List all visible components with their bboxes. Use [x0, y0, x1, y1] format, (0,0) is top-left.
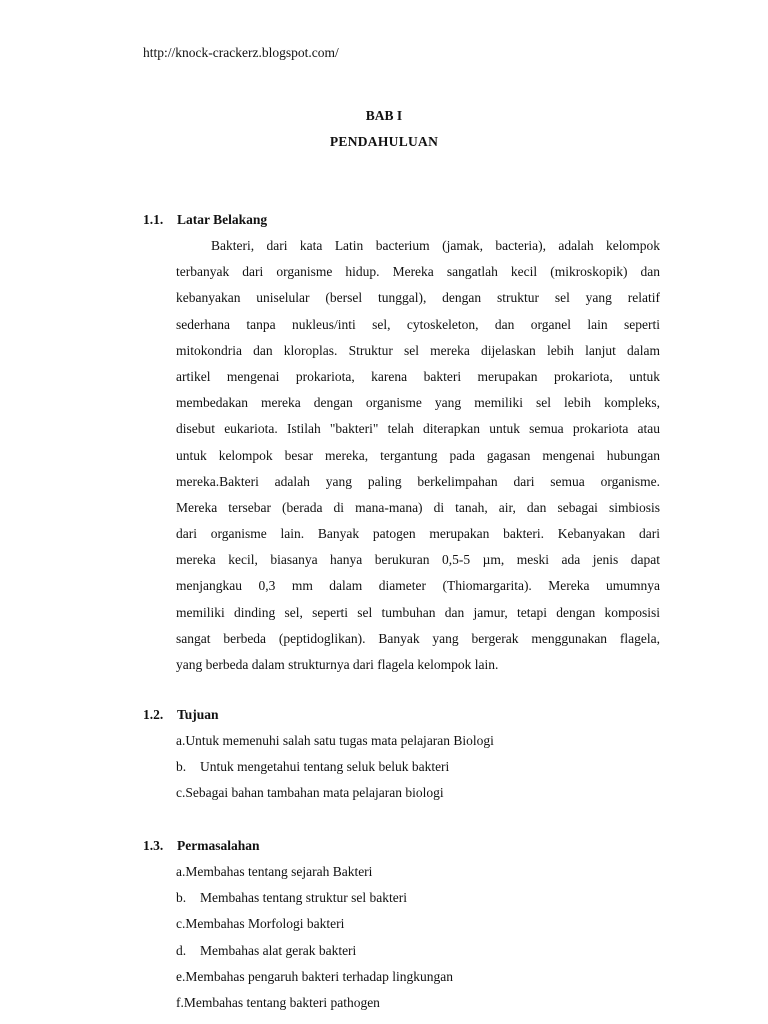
section-number: 1.1. [143, 212, 164, 227]
paragraph-line: menjangkau 0,3 mm dalam diameter (Thiomargarita). Mereka umumnya [176, 578, 660, 594]
list-item [176, 964, 453, 990]
section-title: Permasalahan [177, 838, 260, 853]
list-item-text: Untuk mengetahui tentang seluk beluk bakteri [200, 759, 450, 775]
list-item-text: Sebagai bahan tambahan mata pelajaran biologi [185, 785, 444, 801]
list-item-text: Membahas tentang sejarah Bakteri [185, 864, 373, 879]
problems-list [176, 859, 453, 1016]
list-item [176, 885, 453, 911]
section-number: 1.2. [143, 707, 164, 722]
list-marker: a. [176, 733, 186, 748]
paragraph-line: memiliki dinding sel, seperti sel tumbuhan dan jamur, tetapi dengan komposisi [176, 604, 660, 620]
paragraph-line: mereka.Bakteri adalah yang paling berkelimpahan dari semua organisme. [176, 473, 660, 489]
list-item [176, 859, 453, 885]
paragraph-line: Bakteri, dari kata Latin bacterium (jamak, bacteria), adalah kelompok [211, 238, 660, 253]
header-url[interactable]: http://knock-crackerz.blogspot.com/ [143, 45, 339, 60]
list-item-text: Membahas tentang bakteri pathogen [183, 994, 380, 1010]
list-item-text: Membahas alat gerak bakteri [200, 942, 357, 958]
section-heading-latar-belakang [143, 212, 267, 228]
list-marker: a. [176, 864, 186, 879]
paragraph-line: disebut eukariota. Istilah "bakteri" telah diterapkan untuk semua prokariota atau [176, 421, 660, 437]
paragraph-line: kebanyakan uniselular (bersel tunggal), dengan struktur sel yang relatif [176, 290, 660, 306]
paragraph-line: mereka kecil, biasanya hanya berukuran 0,5-5 µm, meski ada jenis dapat [176, 552, 660, 568]
paragraph-line: sederhana tanpa nukleus/inti sel, cytoskeleton, dan organel lain seperti [176, 316, 660, 332]
paragraph-line: untuk kelompok besar mereka, tergantung pada gagasan mengenai hubungan [176, 447, 660, 463]
list-item [176, 938, 453, 964]
paragraph-line: dari organisme lain. Banyak patogen merupakan bakteri. Kebanyakan dari [176, 526, 660, 542]
list-item [176, 780, 494, 806]
paragraph-line: sangat berbeda (peptidoglikan). Banyak yang bergerak menggunakan flagela, [176, 630, 660, 646]
paragraph-line: artikel mengenai prokariota, karena bakteri merupakan prokariota, untuk [176, 368, 660, 384]
list-item-text: Membahas tentang struktur sel bakteri [200, 890, 407, 906]
section-heading-permasalahan [143, 838, 260, 854]
list-marker: e. [176, 968, 186, 984]
section-number: 1.3. [143, 838, 164, 853]
list-item-text: Membahas Morfologi bakteri [185, 916, 345, 932]
section-title: Latar Belakang [177, 212, 268, 227]
paragraph-line: yang berbeda dalam strukturnya dari flagela kelompok lain. [176, 657, 499, 672]
list-item [176, 728, 494, 754]
list-item-text: Untuk memenuhi salah satu tugas mata pelajaran Biologi [185, 733, 494, 748]
list-item [176, 754, 494, 780]
background-paragraph [176, 233, 660, 678]
chapter-title: PENDAHULUAN [329, 134, 439, 149]
list-item [176, 990, 453, 1016]
section-title: Tujuan [177, 707, 219, 722]
list-marker: b. [176, 759, 187, 775]
paragraph-line: terbanyak dari organisme hidup. Mereka sangatlah kecil (mikroskopik) dan [176, 264, 660, 280]
list-item [176, 911, 453, 937]
list-marker: c. [176, 916, 186, 932]
paragraph-line: membedakan mereka dengan organisme yang memiliki sel lebih kompleks, [176, 395, 660, 411]
paragraph-line: mitokondria dan kloroplas. Struktur sel mereka dijelaskan lebih lanjut dalam [176, 342, 660, 358]
list-marker: d. [176, 942, 187, 958]
list-marker: f. [176, 994, 184, 1010]
list-item-text: Membahas pengaruh bakteri terhadap lingkungan [185, 968, 454, 984]
paragraph-line: Mereka tersebar (berada di mana-mana) di tanah, air, dan sebagai simbiosis [176, 499, 660, 515]
list-marker: b. [176, 890, 187, 906]
section-heading-tujuan [143, 707, 219, 723]
list-marker: c. [176, 785, 186, 801]
chapter-number: BAB I [365, 108, 403, 123]
objectives-list [176, 728, 494, 807]
